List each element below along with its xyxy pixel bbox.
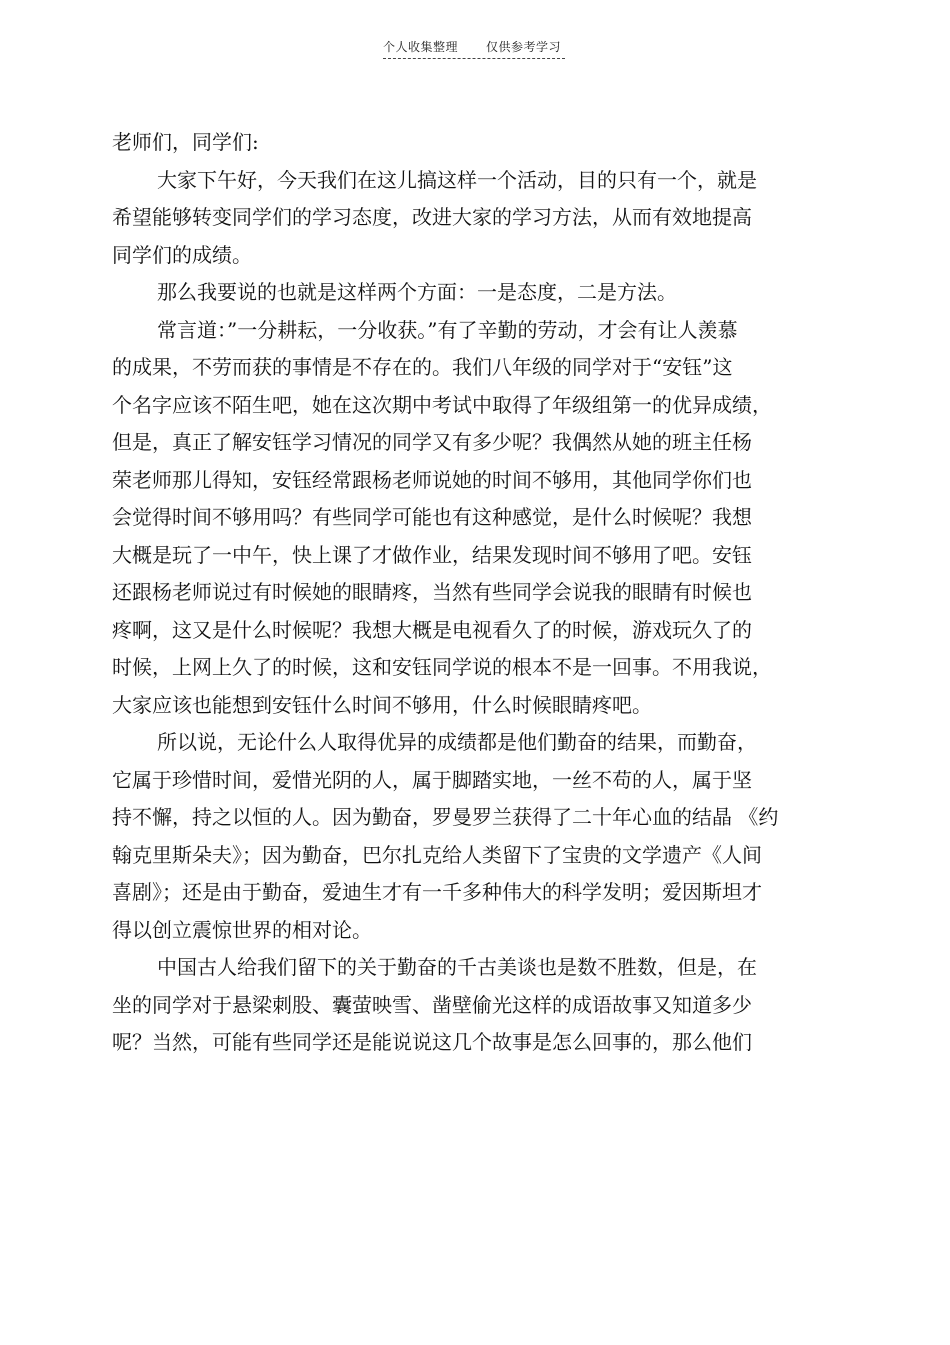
text-line: 大家下午好，今天我们在这儿搞这样一个活动，目的只有一个，就是	[157, 167, 757, 192]
header-right-text: 仅供参考学习	[486, 40, 562, 54]
text-line: 同学们的成绩。	[112, 242, 252, 267]
text-line: 大概是玩了一中午，快上课了才做作业，结果发现时间不够用了吧。安钰	[112, 542, 752, 567]
text-line: 喜剧》；还是由于勤奋，爱迪生才有一千多种伟大的科学发明；爱因斯坦才	[112, 880, 762, 904]
text-line: 它属于珍惜时间，爱惜光阴的人，属于脚踏实地，一丝不苟的人，属于坚	[112, 767, 752, 792]
page-header	[383, 38, 565, 59]
text-line: 大家应该也能想到安钰什么时间不够用，什么时候眼睛疼吧。	[112, 692, 652, 717]
text-line: 希望能够转变同学们的学习态度，改进大家的学习方法，从而有效地提高	[112, 205, 752, 229]
text-line: 疼啊，这又是什么时候呢？我想大概是电视看久了的时候，游戏玩久了的	[112, 617, 752, 642]
header-left-text: 个人收集整理	[383, 40, 459, 54]
text-line: 荣老师那儿得知，安钰经常跟杨老师说她的时间不够用，其他同学你们也	[112, 467, 752, 492]
text-line: 呢？当然，可能有些同学还是能说说这几个故事是怎么回事的，那么他们	[112, 1030, 752, 1054]
text-line: 所以说，无论什么人取得优异的成绩都是他们勤奋的结果，而勤奋，	[157, 730, 757, 754]
text-line: 的成果，不劳而获的事情是不存在的。我们八年级的同学对于“安钰”这	[112, 355, 733, 379]
text-line: 那么我要说的也就是这样两个方面：一是态度，二是方法。	[157, 280, 677, 304]
text-line: 坐的同学对于悬梁刺股、囊萤映雪、凿壁偷光这样的成语故事又知道多少	[112, 992, 752, 1017]
text-line: 还跟杨老师说过有时候她的眼睛疼，当然有些同学会说我的眼睛有时候也	[112, 580, 752, 604]
text-line: 中国古人给我们留下的关于勤奋的千古美谈也是数不胜数，但是，在	[157, 955, 757, 979]
text-line: 老师们，同学们:	[112, 130, 259, 154]
text-line: 个名字应该不陌生吧，她在这次期中考试中取得了年级组第一的优异成绩，	[112, 392, 772, 417]
text-line: 持不懈，持之以恒的人。因为勤奋，罗曼罗兰获得了二十年心血的结晶 《约	[112, 805, 779, 829]
document-body	[112, 124, 832, 1062]
text-line: 会觉得时间不够用吗？有些同学可能也有这种感觉，是什么时候呢？我想	[112, 505, 752, 529]
text-line: 翰克里斯朵夫》；因为勤奋，巴尔扎克给人类留下了宝贵的文学遗产《人间	[112, 842, 762, 867]
text-line: 得以创立震惊世界的相对论。	[112, 917, 372, 942]
text-line: 但是，真正了解安钰学习情况的同学又有多少呢？我偶然从她的班主任杨	[112, 430, 752, 454]
text-line: 常言道：”一分耕耘，一分收获。”有了辛勤的劳动，才会有让人羡慕	[157, 317, 738, 342]
text-line: 时候，上网上久了的时候，这和安钰同学说的根本不是一回事。不用我说，	[112, 655, 772, 679]
